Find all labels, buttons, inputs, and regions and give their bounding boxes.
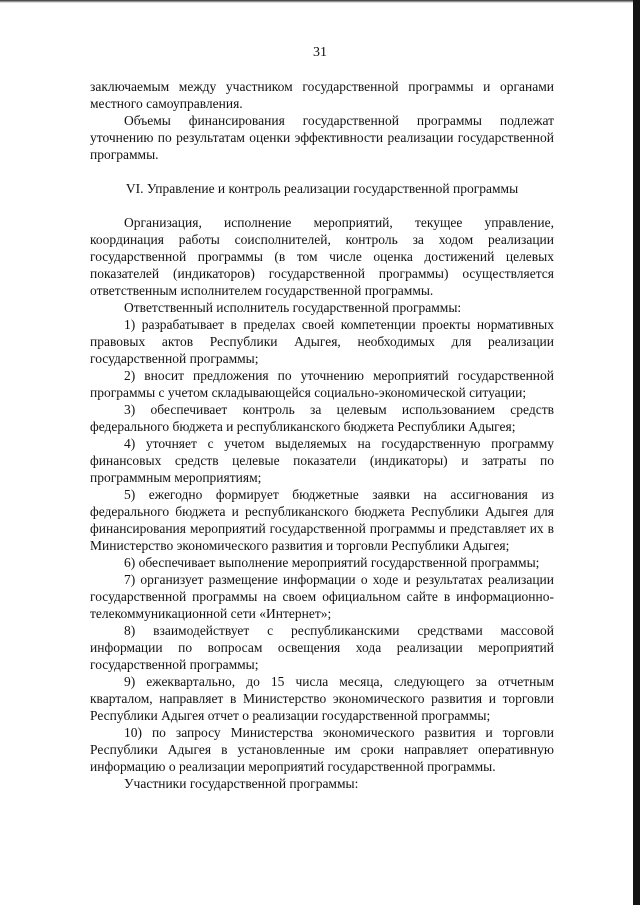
list-item-3: 3) обеспечивает контроль за целевым использованием средств федерального бюджета и республиканского бюджета Республики Адыгея; bbox=[90, 402, 554, 434]
list-item-9: 9) ежеквартально, до 15 числа месяца, следующего за отчетным кварталом, направляет в Министерство экономического развития и торговли Республики Адыгея отчет о реализации государственной программы; bbox=[90, 674, 554, 723]
document-body bbox=[90, 78, 554, 792]
list-item-4: 4) уточняет с учетом выделяемых на государственную программу финансовых средств целевые показатели (индикаторы) и затраты по программным мероприятиям; bbox=[90, 436, 554, 485]
paragraph-continuation: заключаемым между участником государственной программы и органами местного самоуправления. bbox=[90, 79, 554, 111]
page-number: 31 bbox=[313, 45, 327, 60]
list-item-2: 2) вносит предложения по уточнению мероприятий государственной программы с учетом складывающейся социально-экономической ситуации; bbox=[90, 368, 554, 400]
list-item-7: 7) организует размещение информации о ходе и результатах реализации государственной программы на своем официальном сайте в информационно-телекоммуникационной сети «Интернет»; bbox=[90, 572, 554, 621]
paragraph-participants: Участники государственной программы: bbox=[124, 776, 359, 791]
paragraph-responsible-executor: Ответственный исполнитель государственной программы: bbox=[124, 300, 462, 315]
list-item-5: 5) ежегодно формирует бюджетные заявки на ассигнования из федерального бюджета и республиканского бюджета Республики Адыгея для финансирования мероприятий государственной программы и представляет их в Министерство экономического развития и торговли Республики Адыгея; bbox=[90, 487, 554, 553]
section-heading: VI. Управление и контроль реализации государственной программы bbox=[125, 181, 519, 196]
list-item-6: 6) обеспечивает выполнение мероприятий государственной программы; bbox=[124, 555, 540, 570]
scan-right-edge bbox=[633, 0, 640, 905]
list-item-8: 8) взаимодействует с республиканскими средствами массовой информации по вопросам освещения хода реализации мероприятий государственной программы; bbox=[90, 623, 554, 672]
paragraph-organization: Организация, исполнение мероприятий, текущее управление, координация работы соисполнителей, контроль за ходом реализации государственной программы (в том числе оценка достижений целевых показателей (индикаторов) государственной программы) осуществляется ответственным исполнителем государственной программы. bbox=[90, 215, 554, 298]
list-item-10: 10) по запросу Министерства экономического развития и торговли Республики Адыгея в установленные им сроки направляет оперативную информацию о реализации мероприятий государственной программы. bbox=[90, 725, 554, 774]
list-item-1: 1) разрабатывает в пределах своей компетенции проекты нормативных правовых актов Республики Адыгея, необходимых для реализации государственной программы; bbox=[90, 317, 554, 366]
paragraph-financing: Объемы финансирования государственной программы подлежат уточнению по результатам оценки эффективности реализации государственной программы. bbox=[90, 113, 554, 162]
scan-top-edge bbox=[0, 0, 640, 3]
